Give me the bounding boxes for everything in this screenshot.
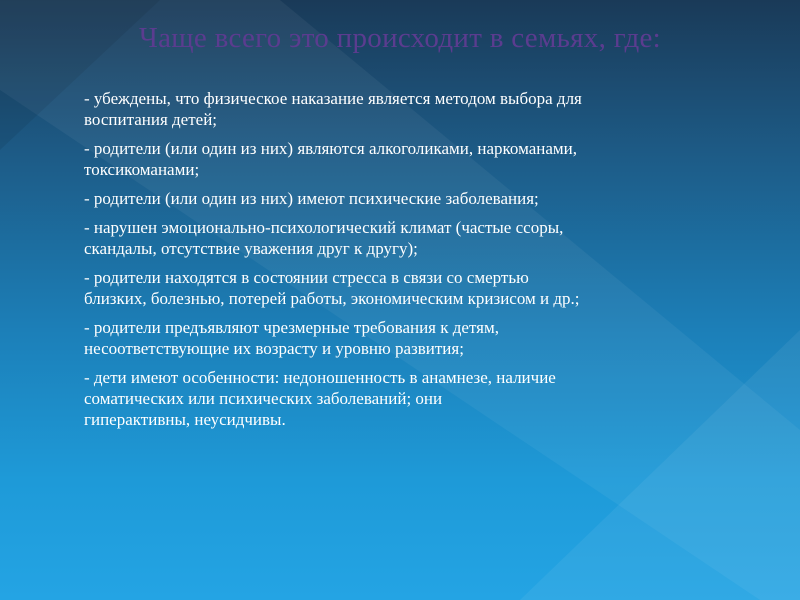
list-item <box>84 367 744 430</box>
list-item <box>84 188 744 209</box>
slide-title: Чаще всего это происходит в семьях, где: <box>138 22 662 54</box>
list-item-line: - родители находятся в состоянии стресса в связи со смертью <box>84 268 529 287</box>
list-item <box>84 217 744 259</box>
list-item-line: несоответствующие их возрасту и уровню развития; <box>84 339 464 358</box>
list-item-line: - родители (или один из них) являются алкоголиками, наркоманами, <box>84 139 578 158</box>
list-item-line: гиперактивны, неусидчивы. <box>84 410 286 429</box>
list-item-line: - нарушен эмоционально-психологический климат (частые ссоры, <box>84 218 564 237</box>
list-item <box>84 317 744 359</box>
list-item <box>84 138 744 180</box>
slide-content <box>84 88 744 438</box>
list-item-line: токсикоманами; <box>84 160 200 179</box>
list-item-line: - родители предъявляют чрезмерные требования к детям, <box>84 318 499 337</box>
list-item-line: соматических или психических заболеваний; они <box>84 389 443 408</box>
list-item-line: - родители (или один из них) имеют психические заболевания; <box>84 189 539 208</box>
list-item-line: близких, болезнью, потерей работы, экономическим кризисом и др.; <box>84 289 580 308</box>
list-item <box>84 267 744 309</box>
list-item-line: воспитания детей; <box>84 110 218 129</box>
list-item <box>84 88 744 130</box>
list-item-line: скандалы, отсутствие уважения друг к другу); <box>84 239 418 258</box>
list-item-line: - дети имеют особенности: недоношенность в анамнезе, наличие <box>84 368 556 387</box>
list-item-line: - убеждены, что физическое наказание является методом выбора для <box>84 89 582 108</box>
